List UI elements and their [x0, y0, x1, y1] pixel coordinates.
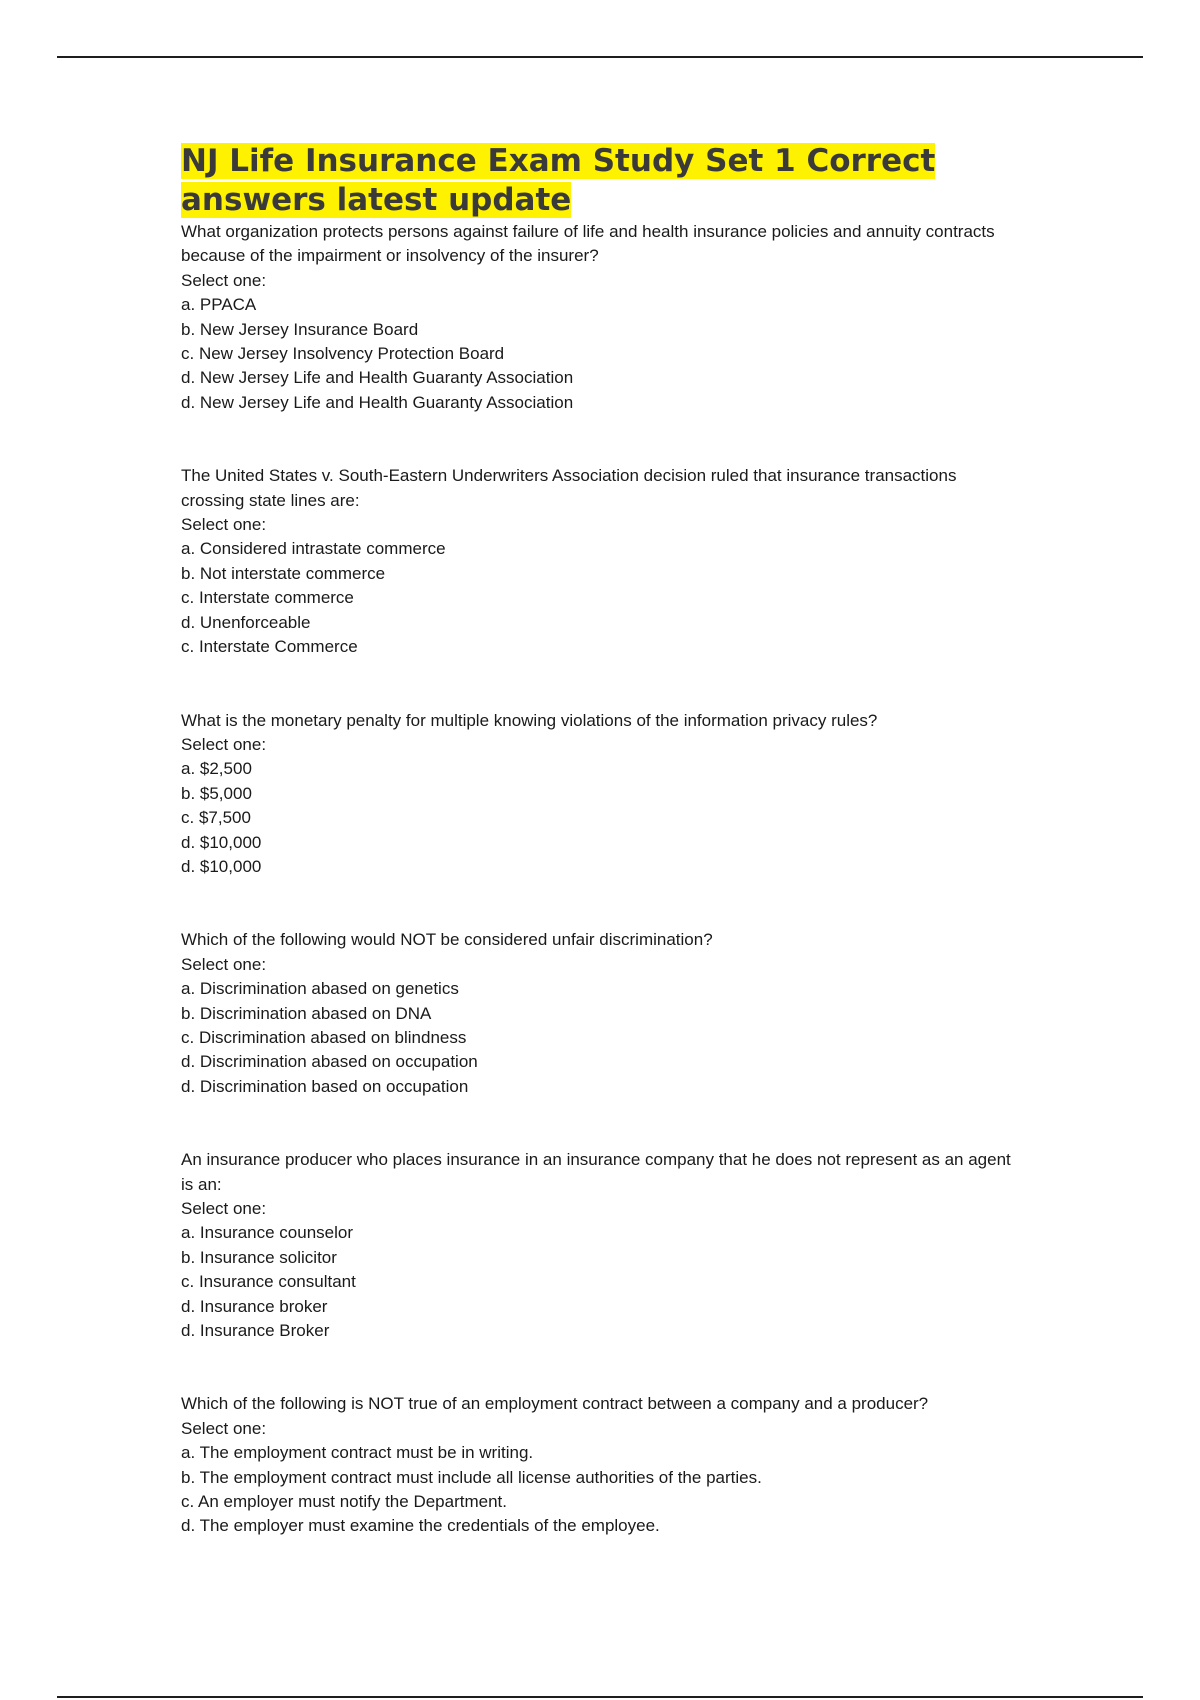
header-rule — [57, 56, 1143, 58]
option-c: c. $7,500 — [181, 808, 251, 828]
question-text: Which of the following is NOT true of an employment contract between a company and a producer? — [181, 1394, 929, 1414]
option-a: a. The employment contract must be in writing. — [181, 1443, 534, 1463]
question-text: Which of the following would NOT be considered unfair discrimination? — [181, 930, 713, 950]
option-b: b. New Jersey Insurance Board — [181, 319, 419, 339]
correct-answer: d. New Jersey Life and Health Guaranty Association — [181, 392, 574, 412]
option-d: d. Discrimination abased on occupation — [181, 1052, 478, 1072]
option-c: c. Discrimination abased on blindness — [181, 1027, 467, 1047]
correct-answer: c. Interstate Commerce — [181, 637, 358, 657]
option-d: d. $10,000 — [181, 832, 262, 852]
option-b: b. Discrimination abased on DNA — [181, 1003, 432, 1023]
title-line-2: answers latest update — [181, 182, 572, 218]
correct-answer: d. Discrimination based on occupation — [181, 1076, 469, 1096]
correct-answer: d. $10,000 — [181, 856, 262, 876]
option-b: b. The employment contract must include all license authorities of the parties. — [181, 1467, 762, 1487]
option-d: d. The employer must examine the credentials of the employee. — [181, 1516, 660, 1536]
option-d: d. Insurance broker — [181, 1296, 328, 1316]
option-c: c. New Jersey Insolvency Protection Board — [181, 344, 505, 364]
question-text: What organization protects persons against failure of life and health insurance policies and annuity contracts because of the impairment or insolvency of the insurer? — [181, 222, 995, 266]
option-c: c. Interstate commerce — [181, 588, 354, 608]
question-6 — [181, 1392, 1021, 1538]
option-d: d. Unenforceable — [181, 612, 311, 632]
option-d: d. New Jersey Life and Health Guaranty Association — [181, 368, 574, 388]
option-c: c. An employer must notify the Department. — [181, 1492, 507, 1512]
option-b: b. $5,000 — [181, 783, 252, 803]
select-one-prompt: Select one: — [181, 1418, 267, 1438]
option-a: a. Insurance counselor — [181, 1223, 353, 1243]
question-text: An insurance producer who places insurance in an insurance company that he does not represent as an agent is an: — [181, 1150, 1011, 1194]
option-a: a. Considered intrastate commerce — [181, 539, 446, 559]
title-line-1: NJ Life Insurance Exam Study Set 1 Correct — [181, 143, 936, 179]
question-text: The United States v. South-Eastern Underwriters Association decision ruled that insurance transactions crossing state lines are: — [181, 466, 957, 510]
option-b: b. Not interstate commerce — [181, 563, 386, 583]
select-one-prompt: Select one: — [181, 270, 267, 290]
option-b: b. Insurance solicitor — [181, 1247, 337, 1267]
select-one-prompt: Select one: — [181, 734, 267, 754]
select-one-prompt: Select one: — [181, 515, 267, 535]
select-one-prompt: Select one: — [181, 1199, 267, 1218]
question-4 — [181, 928, 1021, 1099]
option-c: c. Insurance consultant — [181, 1272, 356, 1292]
footer-rule — [57, 1696, 1143, 1698]
question-text: What is the monetary penalty for multiple knowing violations of the information privacy rules? — [181, 710, 878, 730]
option-a: a. Discrimination abased on genetics — [181, 979, 459, 999]
option-a: a. $2,500 — [181, 759, 252, 779]
document-body — [181, 142, 1021, 1539]
question-1 — [181, 220, 1021, 415]
select-one-prompt: Select one: — [181, 954, 267, 974]
document-title — [181, 142, 1021, 220]
question-2 — [181, 464, 1021, 659]
question-3 — [181, 709, 1021, 880]
correct-answer: d. Insurance Broker — [181, 1321, 330, 1341]
option-a: a. PPACA — [181, 295, 257, 315]
question-5 — [181, 1148, 1021, 1343]
